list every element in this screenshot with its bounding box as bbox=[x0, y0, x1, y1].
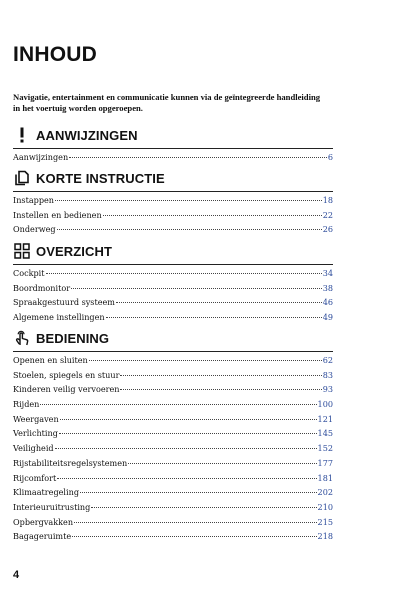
dot-leader bbox=[116, 302, 322, 303]
toc-entry[interactable] bbox=[13, 283, 333, 298]
dot-leader bbox=[46, 273, 322, 274]
toc-entry-page[interactable]: 152 bbox=[317, 443, 333, 454]
toc-entry-page[interactable]: 181 bbox=[317, 472, 333, 483]
hand-pointer-icon bbox=[13, 330, 30, 347]
dot-leader bbox=[71, 288, 322, 289]
dot-leader bbox=[89, 360, 322, 361]
toc-entry[interactable] bbox=[13, 399, 333, 414]
section-bediening bbox=[13, 327, 333, 546]
toc-entry-label[interactable]: Spraakgestuurd systeem bbox=[13, 297, 115, 308]
toc-entry-page[interactable]: 177 bbox=[317, 457, 333, 468]
section-title: KORTE INSTRUCTIE bbox=[36, 170, 165, 186]
toc-entry-page[interactable]: 93 bbox=[322, 384, 333, 395]
dot-leader bbox=[57, 478, 316, 479]
toc-entry[interactable] bbox=[13, 355, 333, 370]
toc-entry-label[interactable]: Rijstabiliteitsregelsystemen bbox=[13, 457, 128, 468]
toc-entry-page[interactable]: 215 bbox=[317, 516, 333, 527]
toc-entry-label[interactable]: Interieuruitrusting bbox=[13, 501, 91, 512]
section-header bbox=[13, 167, 333, 189]
toc-entry-label[interactable]: Opbergvakken bbox=[13, 516, 74, 527]
dot-leader bbox=[40, 404, 316, 405]
toc-entry[interactable] bbox=[13, 473, 333, 488]
dot-leader bbox=[103, 215, 322, 216]
documents-icon bbox=[13, 170, 30, 187]
toc-list bbox=[13, 195, 333, 239]
toc-entry-page[interactable]: 62 bbox=[322, 355, 333, 365]
section-title: AANWIJZINGEN bbox=[36, 127, 138, 143]
toc-entry[interactable] bbox=[13, 517, 333, 532]
toc-entry[interactable] bbox=[13, 370, 333, 385]
toc-entry-page[interactable]: 100 bbox=[317, 399, 333, 410]
exclamation-icon bbox=[13, 127, 30, 144]
intro-text bbox=[13, 92, 343, 114]
dot-leader bbox=[120, 375, 321, 376]
toc-entry-label[interactable]: Verlichting bbox=[13, 428, 58, 439]
toc-entry-label[interactable]: Onderweg bbox=[13, 224, 56, 235]
dot-leader bbox=[91, 507, 316, 508]
toc-entry-page[interactable]: 34 bbox=[322, 268, 333, 278]
dot-leader bbox=[57, 229, 322, 230]
toc-entry-page[interactable]: 210 bbox=[317, 501, 333, 512]
intro-line: in het voertuig worden opgeroepen. bbox=[13, 103, 143, 113]
section-divider bbox=[13, 191, 333, 192]
toc-entry-page[interactable]: 145 bbox=[317, 428, 333, 439]
dot-leader bbox=[74, 522, 316, 523]
toc-entry-page[interactable]: 49 bbox=[322, 312, 333, 323]
intro-line: Navigatie, entertainment en communicatie kunnen via de geïntegreerde handleiding bbox=[13, 92, 321, 102]
toc-entry-label[interactable]: Rijden bbox=[13, 399, 40, 410]
section-header bbox=[13, 240, 333, 262]
toc-entry[interactable] bbox=[13, 312, 333, 327]
dot-leader bbox=[128, 463, 316, 464]
dot-leader bbox=[55, 448, 317, 449]
toc-entry-page[interactable]: 46 bbox=[322, 297, 333, 308]
toc-entry-page[interactable]: 218 bbox=[317, 531, 333, 542]
dot-leader bbox=[59, 433, 317, 434]
toc-entry[interactable] bbox=[13, 268, 333, 283]
toc-entry[interactable] bbox=[13, 428, 333, 443]
toc-entry-page[interactable]: 202 bbox=[317, 487, 333, 498]
toc-entry-label[interactable]: Boordmonitor bbox=[13, 282, 71, 293]
toc-entry[interactable] bbox=[13, 531, 333, 546]
dot-leader bbox=[72, 536, 316, 537]
section-divider bbox=[13, 148, 333, 149]
section-korte-instructie bbox=[13, 167, 333, 239]
toc-entry-page[interactable]: 121 bbox=[317, 413, 333, 424]
dot-leader bbox=[80, 492, 317, 493]
dot-leader bbox=[69, 157, 327, 158]
toc-entry[interactable] bbox=[13, 502, 333, 517]
toc-entry-page[interactable]: 18 bbox=[322, 195, 333, 205]
section-overzicht bbox=[13, 240, 333, 327]
toc-entry-label[interactable]: Rijcomfort bbox=[13, 472, 57, 483]
section-divider bbox=[13, 264, 333, 265]
toc-entry-label[interactable]: Instappen bbox=[13, 195, 55, 205]
toc-entry-label[interactable]: Bagageruimte bbox=[13, 531, 72, 542]
toc-entry[interactable] bbox=[13, 195, 333, 210]
toc-list bbox=[13, 152, 333, 167]
dot-leader bbox=[106, 317, 322, 318]
toc-entry-label[interactable]: Aanwijzingen bbox=[13, 152, 69, 162]
toc-entry-label[interactable]: Algemene instellingen bbox=[13, 312, 105, 323]
toc-list bbox=[13, 268, 333, 327]
page-title: INHOUD bbox=[13, 43, 98, 66]
grid-icon bbox=[13, 243, 30, 260]
toc-entry-label[interactable]: Stoelen, spiegels en stuur bbox=[13, 369, 120, 380]
dot-leader bbox=[55, 200, 322, 201]
section-header bbox=[13, 327, 333, 349]
dot-leader bbox=[120, 389, 321, 390]
toc-entry[interactable] bbox=[13, 210, 333, 225]
toc-entry[interactable] bbox=[13, 224, 333, 239]
dot-leader bbox=[60, 419, 317, 420]
toc-entry-label[interactable]: Kinderen veilig vervoeren bbox=[13, 384, 120, 395]
toc-entry-label[interactable]: Weergaven bbox=[13, 413, 59, 424]
section-title: BEDIENING bbox=[36, 330, 110, 346]
toc-entry[interactable] bbox=[13, 297, 333, 312]
section-header bbox=[13, 124, 333, 146]
section-aanwijzingen bbox=[13, 124, 333, 167]
toc-entry[interactable] bbox=[13, 458, 333, 473]
toc-entry[interactable] bbox=[13, 414, 333, 429]
toc-entry-label[interactable]: Klimaatregeling bbox=[13, 487, 80, 498]
toc-list bbox=[13, 355, 333, 546]
toc-entry-label[interactable]: Instellen en bedienen bbox=[13, 209, 102, 220]
toc-entry-label[interactable]: Cockpit bbox=[13, 268, 45, 278]
section-title: OVERZICHT bbox=[36, 243, 113, 259]
toc-entry-page[interactable]: 22 bbox=[322, 209, 333, 220]
toc-entry-page[interactable]: 6 bbox=[327, 152, 333, 162]
toc-entry[interactable] bbox=[13, 384, 333, 399]
toc-entry[interactable] bbox=[13, 152, 333, 167]
toc-entry[interactable] bbox=[13, 487, 333, 502]
section-divider bbox=[13, 351, 333, 352]
toc-entry-page[interactable]: 83 bbox=[322, 369, 333, 380]
toc-entry-page[interactable]: 26 bbox=[322, 224, 333, 235]
toc-entry-page[interactable]: 38 bbox=[322, 282, 333, 293]
toc-entry[interactable] bbox=[13, 443, 333, 458]
toc-entry-label[interactable]: Openen en sluiten bbox=[13, 355, 88, 365]
page-number: 4 bbox=[13, 569, 20, 581]
toc-entry-label[interactable]: Veiligheid bbox=[13, 443, 54, 454]
